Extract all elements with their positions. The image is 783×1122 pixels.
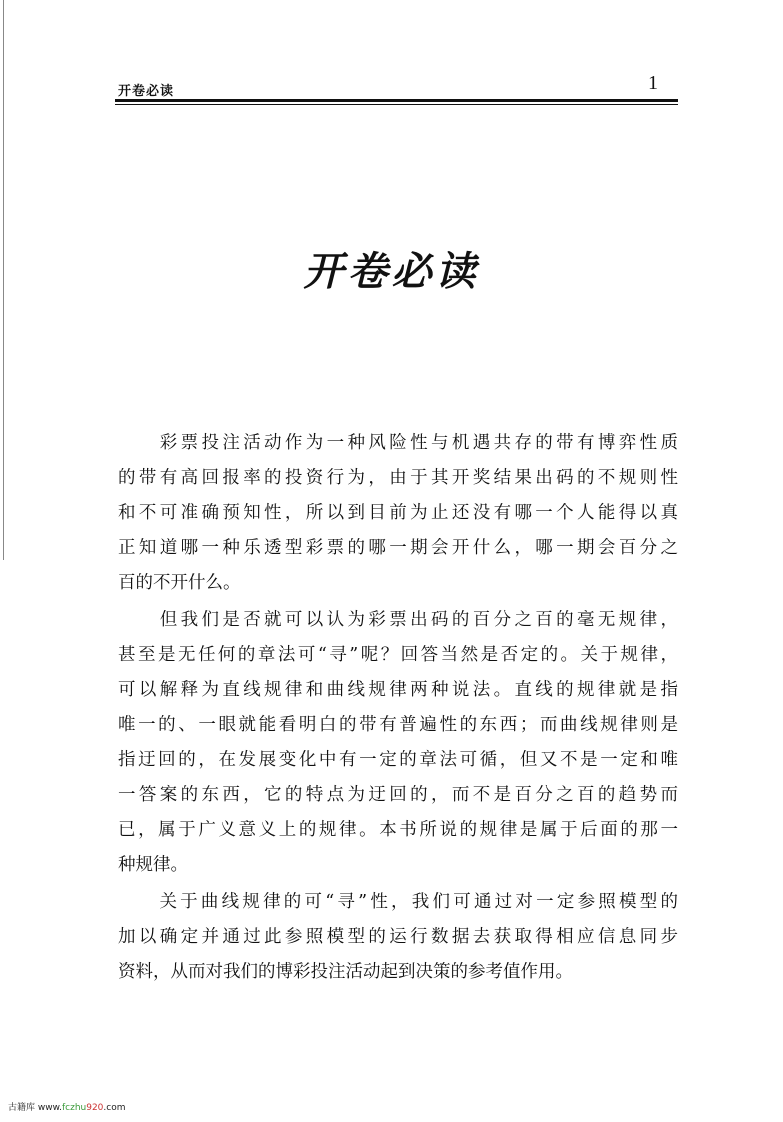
watermark-prefix: 古籍库 www. bbox=[8, 1103, 62, 1113]
text-line: 可以解释为直线规律和曲线规律两种说法。直线的规律就是指 bbox=[118, 680, 678, 700]
text-line: 但我们是否就可以认为彩票出码的百分之百的毫无规律， bbox=[118, 610, 678, 630]
text-line: 已，属于广义意义上的规律。本书所说的规律是属于后面的那一 bbox=[118, 820, 678, 840]
paragraph bbox=[118, 885, 678, 990]
text-line: 指迂回的，在发展变化中有一定的章法可循，但又不是一定和唯 bbox=[118, 750, 678, 770]
chapter-title: 开卷必读 bbox=[303, 248, 480, 295]
text-line: 一答案的东西，它的特点为迂回的，而不是百分之百的趋势而 bbox=[118, 785, 678, 805]
text-line: 彩票投注活动作为一种风险性与机遇共存的带有博弈性质 bbox=[118, 433, 678, 453]
header-rule bbox=[115, 99, 678, 102]
watermark-suffix: .com bbox=[103, 1103, 126, 1113]
text-line: 关于曲线规律的可“寻”性，我们可通过对一定参照模型的 bbox=[118, 892, 678, 912]
text-line: 甚至是无任何的章法可“寻”呢？回答当然是否定的。关于规律， bbox=[118, 645, 678, 665]
watermark-green: fczhu bbox=[61, 1103, 87, 1113]
header-rule-thin bbox=[115, 104, 678, 105]
paragraph bbox=[118, 603, 678, 883]
text-line: 加以确定并通过此参照模型的运行数据去获取得相应信息同步 bbox=[118, 927, 678, 947]
text-line: 正知道哪一种乐透型彩票的哪一期会开什么，哪一期会百分之 bbox=[118, 538, 678, 558]
body-text bbox=[118, 426, 678, 992]
paragraph bbox=[118, 426, 678, 601]
text-line: 百的不开什么。 bbox=[118, 573, 241, 593]
running-header: 开卷必读 bbox=[118, 84, 175, 99]
text-line: 种规律。 bbox=[118, 855, 188, 875]
watermark-red: 920 bbox=[86, 1103, 104, 1113]
text-line: 唯一的、一眼就能看明白的带有普遍性的东西；而曲线规律则是 bbox=[118, 715, 678, 735]
text-line: 和不可准确预知性，所以到目前为止还没有哪一个人能得以真 bbox=[118, 503, 678, 523]
text-line: 资料，从而对我们的博彩投注活动起到决策的参考值作用。 bbox=[118, 962, 573, 982]
text-line: 的带有高回报率的投资行为，由于其开奖结果出码的不规则性 bbox=[118, 468, 678, 488]
watermark bbox=[8, 1100, 126, 1113]
page-number: 1 bbox=[648, 72, 658, 94]
